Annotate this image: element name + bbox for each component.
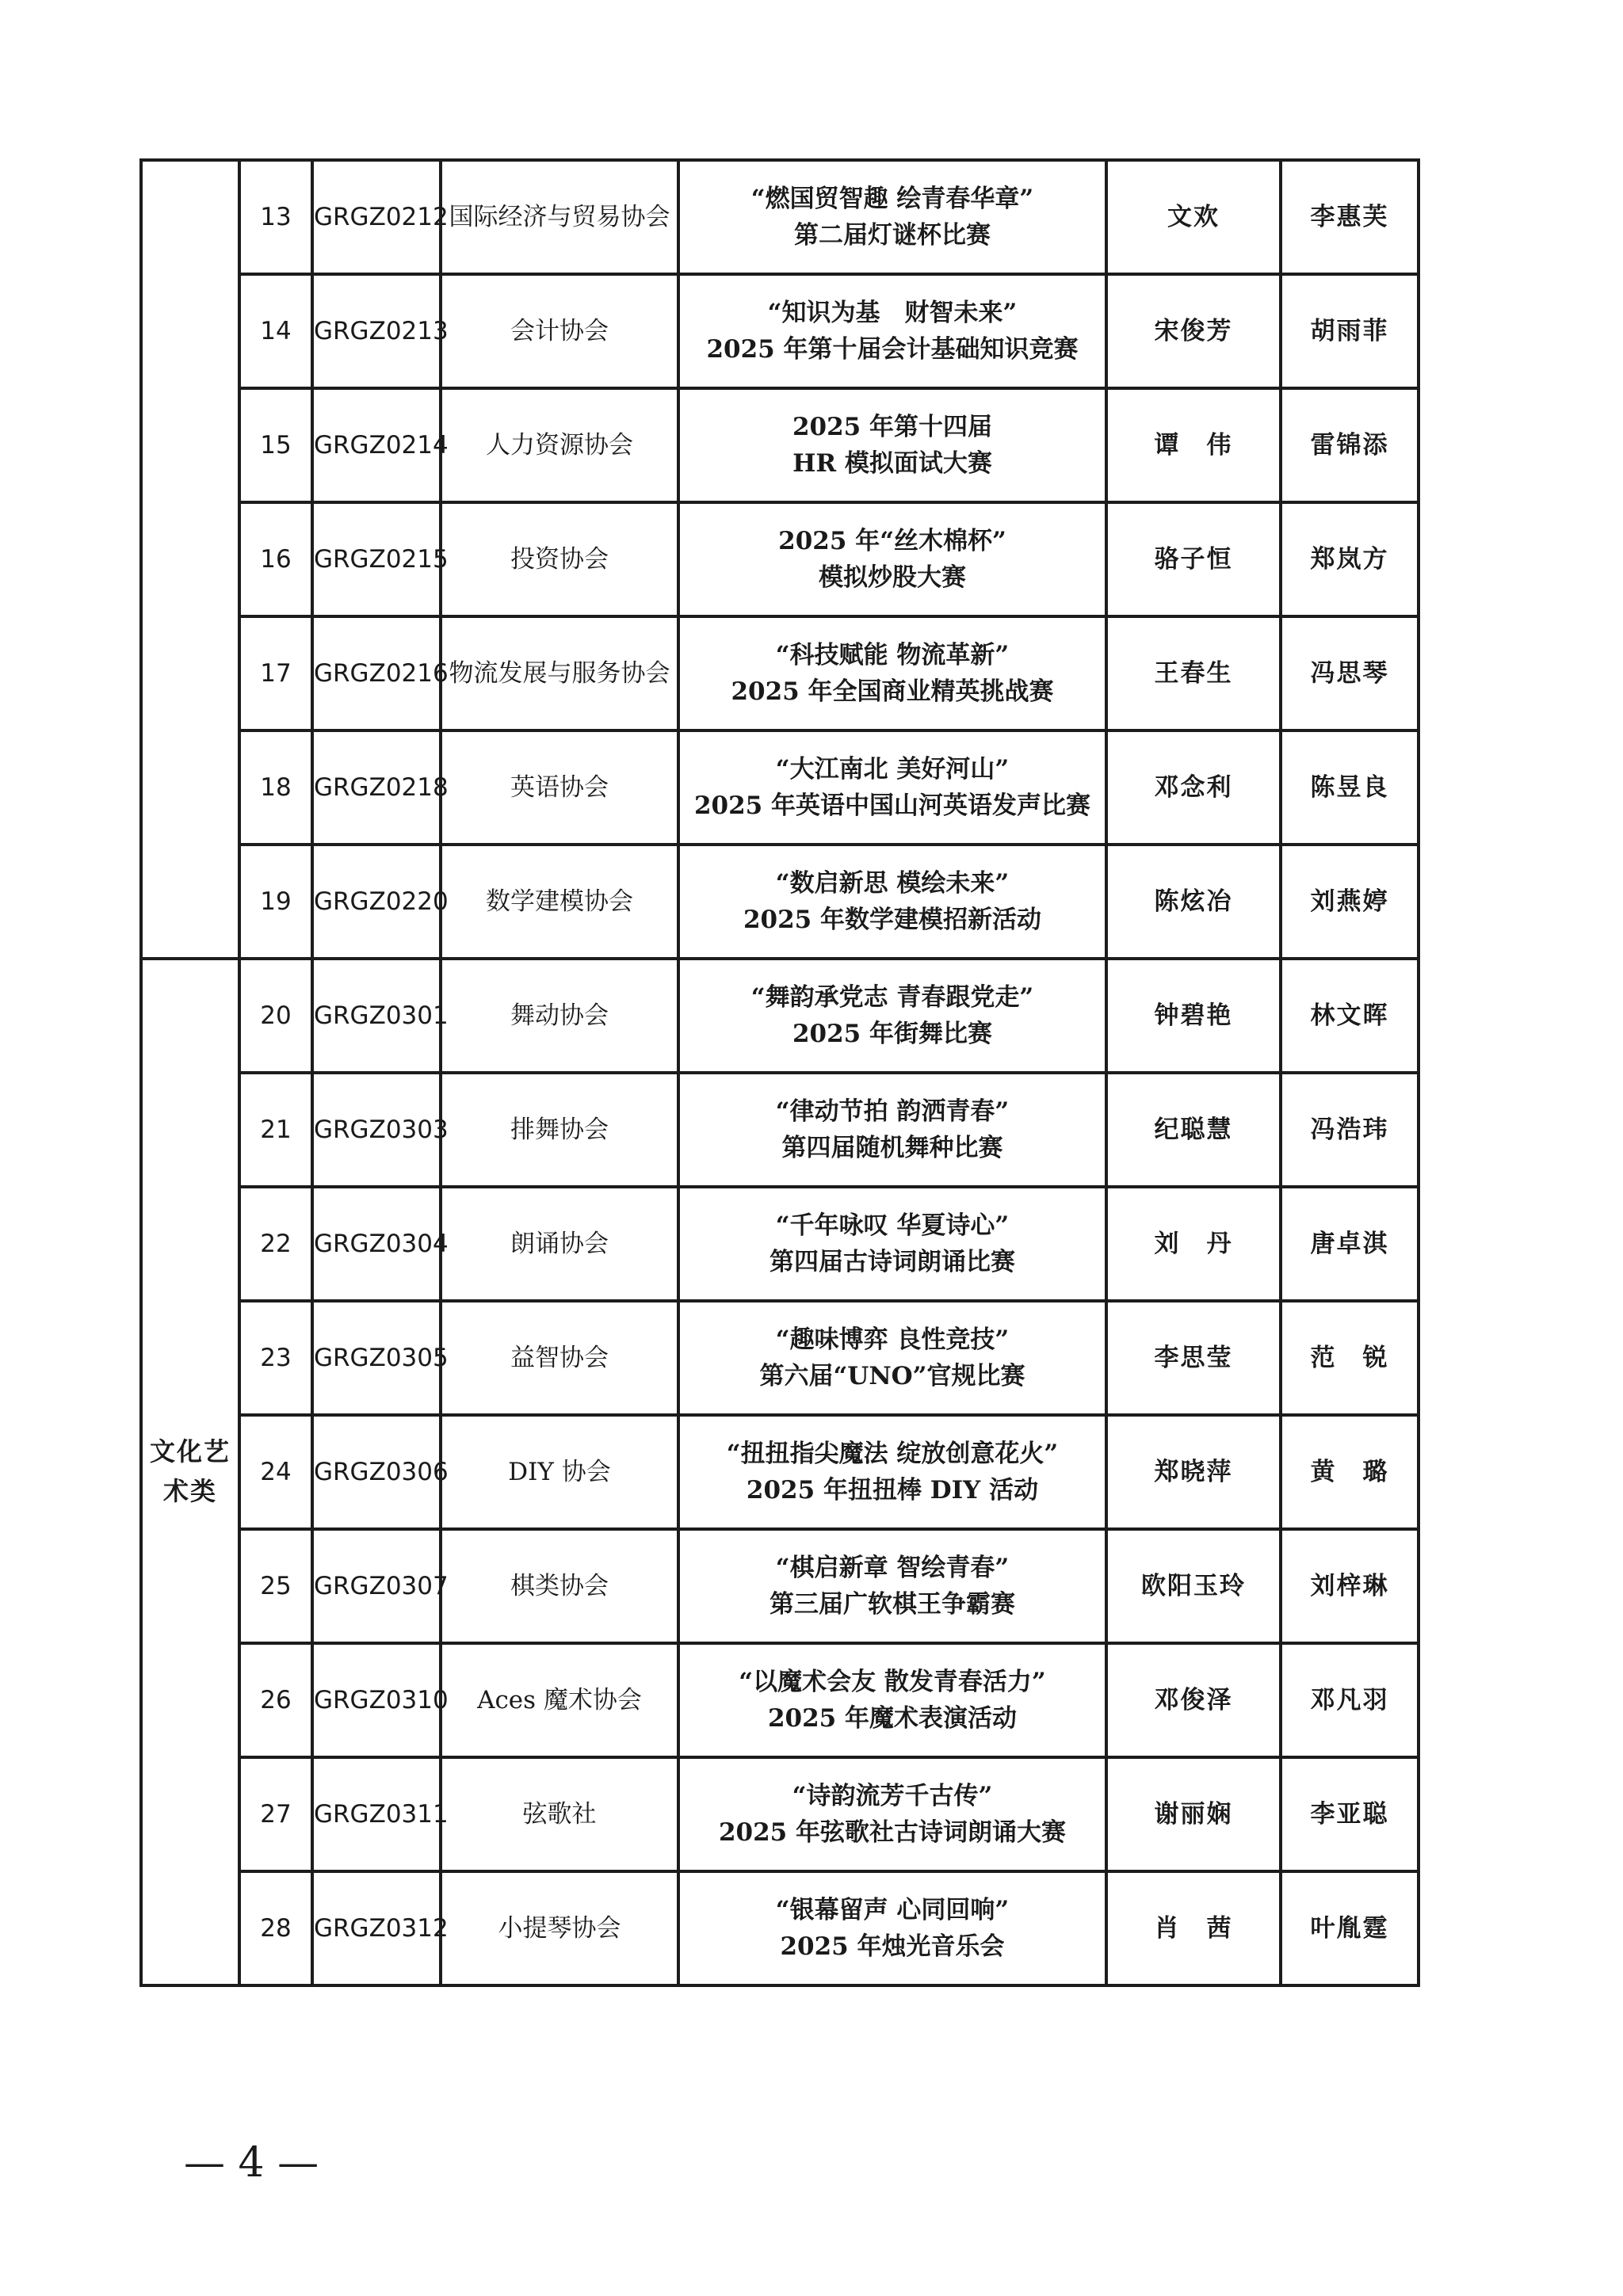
row-number-cell: 23	[239, 1301, 312, 1415]
activity-title-line: “扭扭指尖魔法 绽放创意花火”	[726, 1439, 1059, 1468]
association-name-cell: 益智协会	[441, 1301, 678, 1415]
table-row	[141, 1529, 1419, 1643]
activity-title-line: 2025 年魔术表演活动	[767, 1704, 1018, 1733]
advisor-name-cell: 邓凡羽	[1281, 1643, 1419, 1757]
table-row	[141, 1073, 1419, 1187]
association-name-cell: 小提琴协会	[441, 1871, 678, 1985]
activity-cell	[678, 616, 1106, 730]
advisor-name-cell: 范 锐	[1281, 1301, 1419, 1415]
row-number-cell: 16	[239, 502, 312, 616]
association-name-cell: 数学建模协会	[441, 845, 678, 959]
table-row	[141, 388, 1419, 502]
table-row	[141, 1871, 1419, 1985]
leader-name-cell: 钟碧艳	[1106, 959, 1281, 1073]
row-number-cell: 17	[239, 616, 312, 730]
category-cell	[141, 959, 239, 1985]
association-code-cell: GRGZ0212	[312, 160, 441, 274]
row-number-cell: 19	[239, 845, 312, 959]
activity-title-line: 2025 年街舞比赛	[792, 1020, 993, 1048]
row-number-cell: 22	[239, 1187, 312, 1301]
activity-title-line: 2025 年弦歌社古诗词朗诵大赛	[718, 1818, 1067, 1847]
table-row	[141, 160, 1419, 274]
page-number: — 4 —	[184, 2139, 319, 2187]
advisor-name-cell: 李亚聪	[1281, 1757, 1419, 1871]
activity-title-line: “银幕留声 心同回响”	[775, 1895, 1010, 1924]
leader-name-cell: 李思莹	[1106, 1301, 1281, 1415]
association-name-cell: 会计协会	[441, 274, 678, 388]
activity-title-line: 2025 年英语中国山河英语发声比赛	[693, 791, 1091, 820]
row-number-cell: 25	[239, 1529, 312, 1643]
table-row	[141, 845, 1419, 959]
activity-cell	[678, 502, 1106, 616]
association-code-cell: GRGZ0215	[312, 502, 441, 616]
category-label-line: 术类	[162, 1476, 217, 1506]
activity-title-line: “棋启新章 智绘青春”	[775, 1553, 1010, 1582]
row-number-cell: 13	[239, 160, 312, 274]
activity-cell	[678, 1415, 1106, 1529]
activity-title-line: 第三届广软棋王争霸赛	[769, 1590, 1015, 1619]
activity-title-line: 2025 年第十四届	[792, 412, 993, 441]
advisor-name-cell: 冯思琴	[1281, 616, 1419, 730]
association-name-cell: 舞动协会	[441, 959, 678, 1073]
table-row	[141, 1643, 1419, 1757]
table-row	[141, 730, 1419, 845]
advisor-name-cell: 李惠芙	[1281, 160, 1419, 274]
activity-title-line: “知识为基 财智未来”	[767, 298, 1018, 327]
leader-name-cell: 郑晓萍	[1106, 1415, 1281, 1529]
association-code-cell: GRGZ0307	[312, 1529, 441, 1643]
association-name-cell: 人力资源协会	[441, 388, 678, 502]
activity-table	[139, 158, 1420, 1987]
advisor-name-cell: 唐卓淇	[1281, 1187, 1419, 1301]
association-code-cell: GRGZ0213	[312, 274, 441, 388]
association-code-cell: GRGZ0310	[312, 1643, 441, 1757]
advisor-name-cell: 陈昱良	[1281, 730, 1419, 845]
activity-cell	[678, 160, 1106, 274]
advisor-name-cell: 刘梓琳	[1281, 1529, 1419, 1643]
leader-name-cell: 王春生	[1106, 616, 1281, 730]
advisor-name-cell: 郑岚方	[1281, 502, 1419, 616]
leader-name-cell: 纪聪慧	[1106, 1073, 1281, 1187]
table-row	[141, 1757, 1419, 1871]
association-code-cell: GRGZ0304	[312, 1187, 441, 1301]
activity-cell	[678, 1643, 1106, 1757]
association-code-cell: GRGZ0216	[312, 616, 441, 730]
advisor-name-cell: 刘燕婷	[1281, 845, 1419, 959]
activity-cell	[678, 1871, 1106, 1985]
row-number-cell: 21	[239, 1073, 312, 1187]
table-body	[141, 160, 1419, 1985]
activity-title-line: “律动节拍 韵洒青春”	[775, 1097, 1010, 1126]
activity-cell	[678, 1529, 1106, 1643]
association-name-cell: 英语协会	[441, 730, 678, 845]
table-row	[141, 959, 1419, 1073]
activity-cell	[678, 274, 1106, 388]
activity-title-line: “大江南北 美好河山”	[775, 754, 1010, 784]
association-code-cell: GRGZ0303	[312, 1073, 441, 1187]
table-row	[141, 502, 1419, 616]
row-number-cell: 18	[239, 730, 312, 845]
leader-name-cell: 欧阳玉玲	[1106, 1529, 1281, 1643]
association-code-cell: GRGZ0220	[312, 845, 441, 959]
activity-cell	[678, 1301, 1106, 1415]
activity-title-line: 第二届灯谜杯比赛	[794, 221, 991, 250]
table-row	[141, 616, 1419, 730]
activity-cell	[678, 388, 1106, 502]
activity-cell	[678, 959, 1106, 1073]
activity-title-line: “以魔术会友 散发青春活力”	[739, 1667, 1046, 1696]
association-name-cell: Aces 魔术协会	[441, 1643, 678, 1757]
activity-title-line: “千年咏叹 华夏诗心”	[775, 1211, 1010, 1240]
leader-name-cell: 肖 茜	[1106, 1871, 1281, 1985]
leader-name-cell: 刘 丹	[1106, 1187, 1281, 1301]
row-number-cell: 20	[239, 959, 312, 1073]
row-number-cell: 24	[239, 1415, 312, 1529]
row-number-cell: 15	[239, 388, 312, 502]
table-row	[141, 1415, 1419, 1529]
leader-name-cell: 宋俊芳	[1106, 274, 1281, 388]
activity-cell	[678, 845, 1106, 959]
association-name-cell: 排舞协会	[441, 1073, 678, 1187]
association-name-cell: 棋类协会	[441, 1529, 678, 1643]
association-code-cell: GRGZ0305	[312, 1301, 441, 1415]
activity-title-line: 第四届古诗词朗诵比赛	[769, 1248, 1015, 1276]
activity-title-line: 模拟炒股大赛	[819, 563, 966, 592]
advisor-name-cell: 叶胤霆	[1281, 1871, 1419, 1985]
activity-cell	[678, 1073, 1106, 1187]
activity-cell	[678, 730, 1106, 845]
leader-name-cell: 谢丽娴	[1106, 1757, 1281, 1871]
association-code-cell: GRGZ0218	[312, 730, 441, 845]
activity-cell	[678, 1757, 1106, 1871]
activity-title-line: “燃国贸智趣 绘青春华章”	[750, 184, 1034, 213]
activity-title-line: 第四届随机舞种比赛	[781, 1134, 1003, 1162]
activity-title-line: “诗韵流芳千古传”	[792, 1781, 993, 1810]
row-number-cell: 14	[239, 274, 312, 388]
leader-name-cell: 文欢	[1106, 160, 1281, 274]
table-row	[141, 1301, 1419, 1415]
association-code-cell: GRGZ0214	[312, 388, 441, 502]
row-number-cell: 28	[239, 1871, 312, 1985]
leader-name-cell: 陈炫冶	[1106, 845, 1281, 959]
association-code-cell: GRGZ0306	[312, 1415, 441, 1529]
category-cell	[141, 160, 239, 959]
association-name-cell: 朗诵协会	[441, 1187, 678, 1301]
leader-name-cell: 邓念利	[1106, 730, 1281, 845]
advisor-name-cell: 黄 璐	[1281, 1415, 1419, 1529]
association-code-cell: GRGZ0311	[312, 1757, 441, 1871]
activity-title-line: “数启新思 模绘未来”	[775, 868, 1010, 898]
activity-title-line: 2025 年数学建模招新活动	[743, 906, 1042, 934]
activity-title-line: 2025 年扭扭棒 DIY 活动	[746, 1476, 1039, 1505]
row-number-cell: 27	[239, 1757, 312, 1871]
activity-title-line: “舞韵承党志 青春跟党走”	[750, 982, 1034, 1012]
association-code-cell: GRGZ0301	[312, 959, 441, 1073]
activity-title-line: “科技赋能 物流革新”	[775, 640, 1010, 669]
advisor-name-cell: 冯浩玮	[1281, 1073, 1419, 1187]
activity-cell	[678, 1187, 1106, 1301]
association-name-cell: 弦歌社	[441, 1757, 678, 1871]
activity-title-line: 2025 年全国商业精英挑战赛	[731, 677, 1054, 706]
category-label-line: 文化艺	[149, 1436, 231, 1467]
table-row	[141, 274, 1419, 388]
leader-name-cell: 邓俊泽	[1106, 1643, 1281, 1757]
leader-name-cell: 谭 伟	[1106, 388, 1281, 502]
table-row	[141, 1187, 1419, 1301]
association-code-cell: GRGZ0312	[312, 1871, 441, 1985]
activity-title-line: 2025 年第十届会计基础知识竞赛	[706, 335, 1079, 364]
advisor-name-cell: 胡雨菲	[1281, 274, 1419, 388]
activity-title-line: HR 模拟面试大赛	[792, 449, 992, 478]
leader-name-cell: 骆子恒	[1106, 502, 1281, 616]
association-name-cell: 国际经济与贸易协会	[441, 160, 678, 274]
activity-title-line: 2025 年烛光音乐会	[780, 1932, 1005, 1961]
activity-title-line: 第六届“UNO”官规比赛	[759, 1362, 1025, 1390]
association-name-cell: DIY 协会	[441, 1415, 678, 1529]
association-name-cell: 物流发展与服务协会	[441, 616, 678, 730]
activity-title-line: 2025 年“丝木棉杯”	[778, 526, 1006, 555]
activity-title-line: “趣味博弈 良性竞技”	[775, 1325, 1010, 1354]
row-number-cell: 26	[239, 1643, 312, 1757]
advisor-name-cell: 雷锦添	[1281, 388, 1419, 502]
advisor-name-cell: 林文晖	[1281, 959, 1419, 1073]
association-name-cell: 投资协会	[441, 502, 678, 616]
